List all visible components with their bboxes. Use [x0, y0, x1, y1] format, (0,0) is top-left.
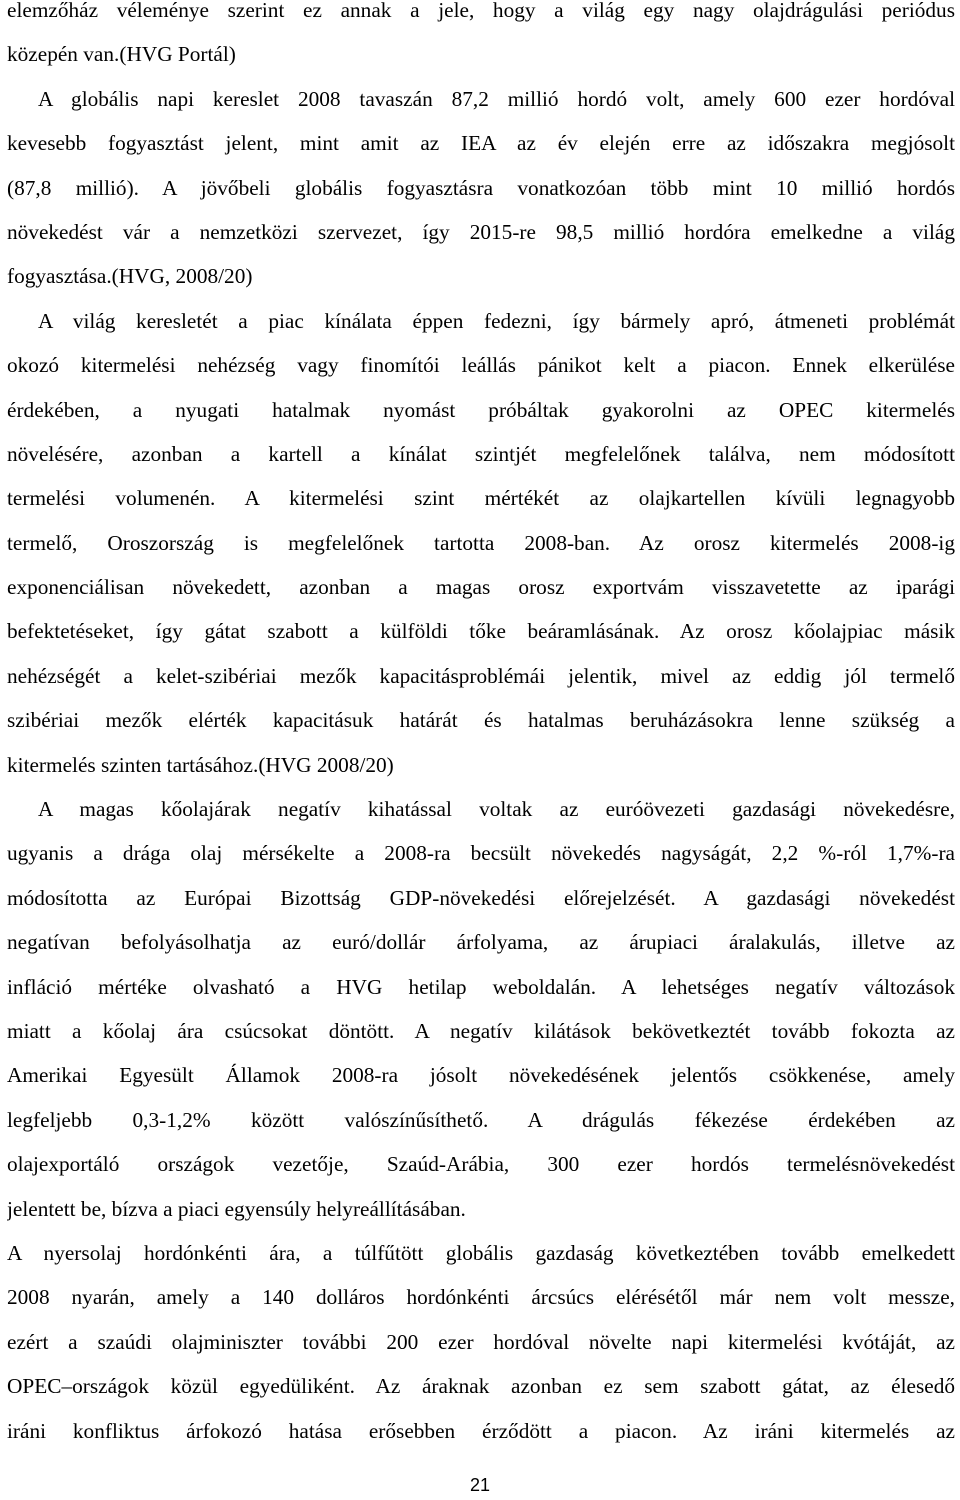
document-page — [7, 0, 955, 1500]
page-number: 21 — [469, 1475, 491, 1495]
text-line: A nyersolaj hordónkénti ára, a túlfűtött globális gazdaság következtében tovább emelkedett — [7, 1240, 955, 1265]
text-line: befektetéseket, így gátat szabott a külföldi tőke beáramlásának. Az orosz kőolajpiac másik — [7, 619, 955, 644]
text-line: kevesebb fogyasztást jelent, mint amit az IEA az év elején erre az időszakra megjósolt — [7, 131, 955, 156]
text-line: módosította az Európai Bizottság GDP-növekedési előrejelzését. A gazdasági növekedést — [7, 885, 955, 910]
text-line: nehézségét a kelet-szibériai mezők kapacitásproblémái jelentik, mivel az eddig jól termelő — [7, 663, 955, 688]
text-line: 2008 nyarán, amely a 140 dolláros hordónkénti árcsúcs elérésétől már nem volt messze, — [7, 1285, 955, 1310]
text-line: termelési volumenén. A kitermelési szint mértékét az olajkartellen kívüli legnagyobb — [7, 486, 955, 511]
text-line: kitermelés szinten tartásához.(HVG 2008/20) — [7, 752, 394, 777]
text-line: növelésére, azonban a kartell a kínálat szintjét megfelelőnek találva, nem módosított — [7, 441, 955, 466]
text-line: olajexportáló országok vezetője, Szaúd-Arábia, 300 ezer hordós termelésnövekedést — [7, 1152, 955, 1177]
text-line: közepén van.(HVG Portál) — [7, 42, 236, 67]
text-line: termelő, Oroszország is megfelelőnek tartotta 2008-ban. Az orosz kitermelés 2008-ig — [7, 530, 955, 555]
text-line: fogyasztása.(HVG, 2008/20) — [7, 264, 253, 289]
text-line: okozó kitermelési nehézség vagy finomítói leállás pánikot kelt a piacon. Ennek elkerülése — [7, 353, 955, 378]
text-line: ezért a szaúdi olajminiszter további 200 ezer hordóval növelte napi kitermelési kvótáját, az — [7, 1329, 955, 1354]
text-line: negatívan befolyásolhatja az euró/dollár árfolyama, az árupiaci áralakulás, illetve az — [7, 930, 955, 955]
text-line: jelentett be, bízva a piaci egyensúly helyreállításában. — [7, 1196, 466, 1221]
text-line: Amerikai Egyesült Államok 2008-ra jósolt növekedésének jelentős csökkenése, amely — [7, 1063, 955, 1088]
text-line: növekedést vár a nemzetközi szervezet, így 2015-re 98,5 millió hordóra emelkedne a világ — [7, 219, 955, 244]
text-line: (87,8 millió). A jövőbeli globális fogyasztásra vonatkozóan több mint 10 millió hordós — [7, 175, 955, 200]
text-line: OPEC–országok közül egyedüliként. Az áraknak azonban ez sem szabott gátat, az élesedő — [7, 1374, 955, 1399]
text-line: legfeljebb 0,3-1,2% között valószínűsíthető. A drágulás fékezése érdekében az — [7, 1107, 955, 1132]
text-line: A globális napi kereslet 2008 tavaszán 87,2 millió hordó volt, amely 600 ezer hordóval — [38, 86, 955, 111]
text-line: iráni konfliktus árfokozó hatása erősebben érződött a piacon. Az iráni kitermelés az — [7, 1418, 955, 1443]
body-text — [7, 0, 955, 1453]
text-line: A világ keresletét a piac kínálata éppen fedezni, így bármely apró, átmeneti problémát — [38, 308, 955, 333]
text-line: ugyanis a drága olaj mérsékelte a 2008-ra becsült növekedés nagyságát, 2,2 %-ról 1,7%-ra — [7, 841, 955, 866]
text-line: érdekében, a nyugati hatalmak nyomást próbáltak gyakorolni az OPEC kitermelés — [7, 397, 955, 422]
text-line: exponenciálisan növekedett, azonban a magas orosz exportvám visszavetette az iparági — [7, 575, 955, 600]
text-line: miatt a kőolaj ára csúcsokat döntött. A negatív kilátások bekövetkeztét tovább fokozta az — [7, 1018, 955, 1043]
text-line: A magas kőolajárak negatív kihatással voltak az euróövezeti gazdasági növekedésre, — [38, 797, 955, 822]
text-line: infláció mértéke olvasható a HVG hetilap weboldalán. A lehetséges negatív változások — [7, 974, 955, 999]
text-line: szibériai mezők elérték kapacitásuk határát és hatalmas beruházásokra lenne szükség a — [7, 708, 955, 733]
text-line: elemzőház véleménye szerint ez annak a jele, hogy a világ egy nagy olajdrágulási periódus — [7, 0, 955, 22]
